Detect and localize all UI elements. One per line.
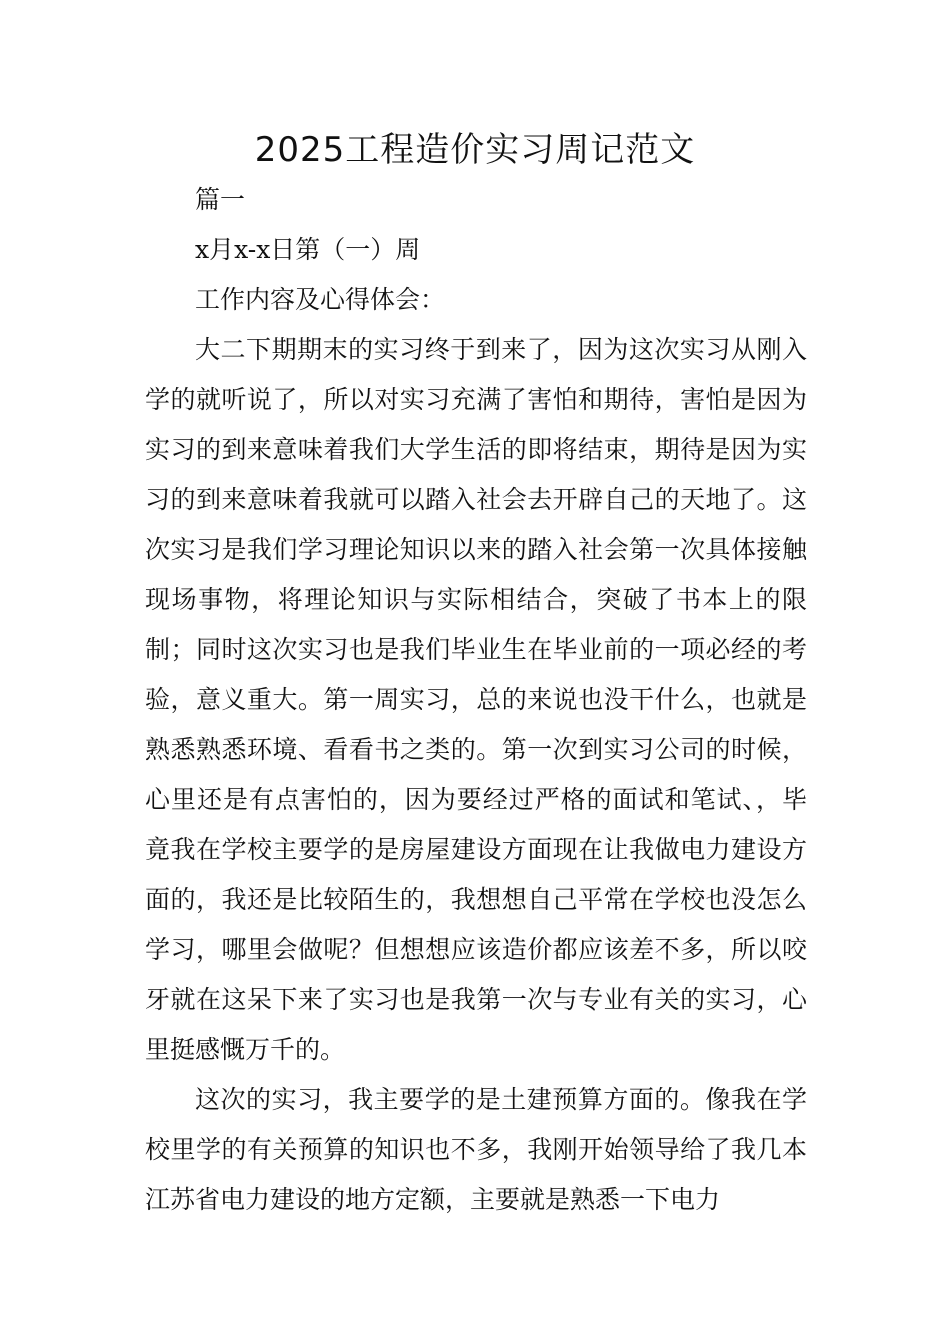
section-heading: 篇一 [195, 185, 246, 214]
document-body [145, 175, 807, 1225]
body-paragraph: 这次的实习，我主要学的是土建预算方面的。像我在学校里学的有关预算的知识也不多，我刚开始领导给了我几本江苏省电力建设的地方定额，主要就是熟悉一下电力 [145, 1085, 807, 1214]
content-heading: 工作内容及心得体会： [195, 285, 446, 314]
body-paragraph: 大二下期期末的实习终于到来了，因为这次实习从刚入学的就听说了，所以对实习充满了害怕和期待，害怕是因为实习的到来意味着我们大学生活的即将结束，期待是因为实习的到来意味着我就可以踏入社会去开辟自己的天地了。这次实习是我们学习理论知识以来的踏入社会第一次具体接触现场事物，将理论知识与实际相结合，突破了书本上的限制；同时这次实习也是我们毕业生在毕业前的一项必经的考验，意义重大。第一周实习，总的来说也没干什么，也就是熟悉熟悉环境、看看书之类的。第一次到实习公司的时候，心里还是有点害怕的，因为要经过严格的面试和笔试、，毕竟我在学校主要学的是房屋建设方面现在让我做电力建设方面的，我还是比较陌生的，我想想自己平常在学校也没怎么学习，哪里会做呢？但想想应该造价都应该差不多，所以咬牙就在这呆下来了实习也是我第一次与专业有关的实习，心里挺感慨万千的。 [145, 335, 807, 1064]
document-title: 2025工程造价实习周记范文 [254, 130, 696, 170]
week-date-line: x月x-x日第（一）周 [195, 235, 421, 264]
